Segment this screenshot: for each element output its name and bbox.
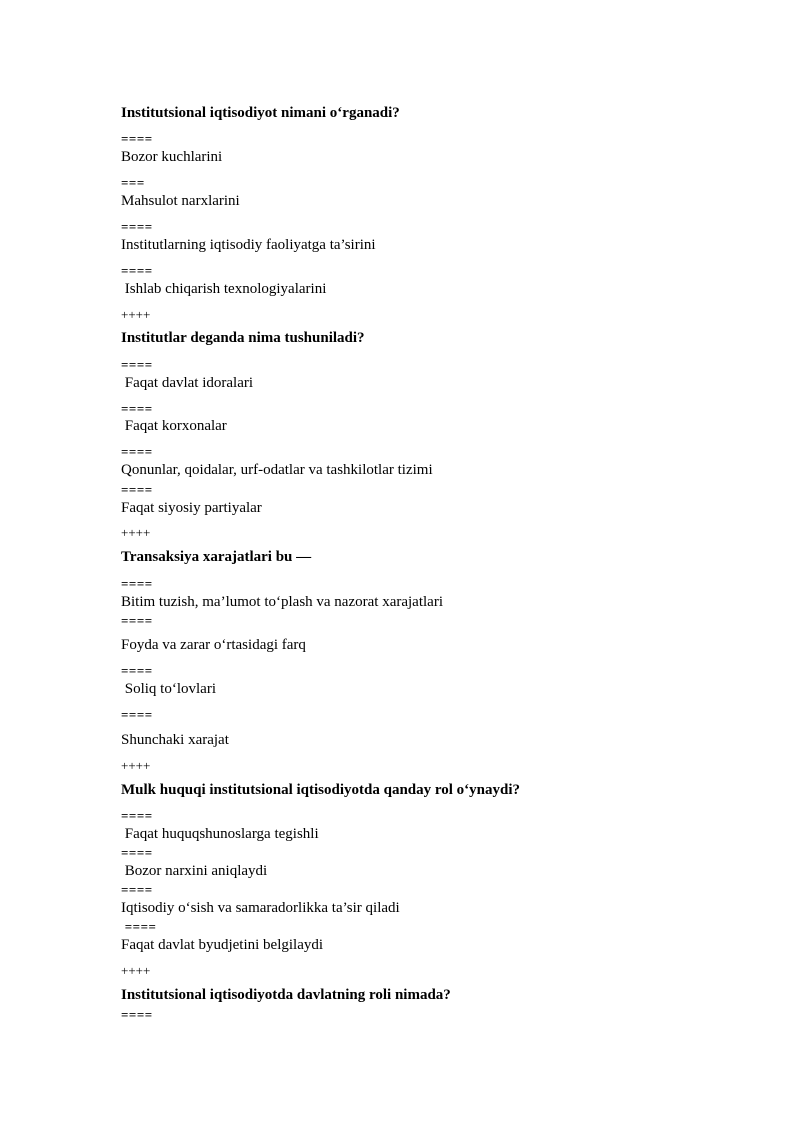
- option: Bozor kuchlarini: [121, 149, 223, 165]
- end-marker: ++++: [121, 758, 151, 773]
- question-2: Institutlar deganda nima tushuniladi?: [121, 330, 365, 346]
- separator: ====: [121, 444, 153, 459]
- option: Soliq to‘lovlari: [121, 681, 216, 697]
- option: Faqat davlat byudjetini belgilaydi: [121, 937, 324, 953]
- option: Ishlab chiqarish texnologiyalarini: [121, 281, 327, 297]
- option: Mahsulot narxlarini: [121, 193, 240, 209]
- separator: ====: [121, 808, 153, 823]
- question-4: Mulk huquqi institutsional iqtisodiyotda qanday rol o‘ynaydi?: [121, 782, 521, 798]
- option: Qonunlar, qoidalar, urf-odatlar va tashkilotlar tizimi: [121, 462, 433, 478]
- separator: ====: [121, 576, 153, 591]
- separator: ====: [121, 613, 153, 628]
- question-1: Institutsional iqtisodiyot nimani o‘rganadi?: [121, 105, 400, 121]
- separator: ====: [121, 919, 157, 934]
- separator: ===: [121, 175, 145, 190]
- separator: ====: [121, 357, 153, 372]
- option: Foyda va zarar o‘rtasidagi farq: [121, 637, 306, 653]
- option: Institutlarning iqtisodiy faoliyatga ta’sirini: [121, 237, 376, 253]
- separator: ====: [121, 263, 153, 278]
- option: Faqat korxonalar: [121, 418, 227, 434]
- option: Faqat siyosiy partiyalar: [121, 500, 262, 516]
- question-5: Institutsional iqtisodiyotda davlatning roli nimada?: [121, 987, 451, 1003]
- option: Faqat davlat idoralari: [121, 375, 254, 391]
- separator: ====: [121, 845, 153, 860]
- separator: ====: [121, 882, 153, 897]
- option: Bitim tuzish, ma’lumot to‘plash va nazorat xarajatlari: [121, 594, 443, 610]
- separator: ====: [121, 219, 153, 234]
- end-marker: ++++: [121, 963, 151, 978]
- question-3: Transaksiya xarajatlari bu —: [121, 549, 312, 565]
- end-marker: ++++: [121, 307, 151, 322]
- separator: ====: [121, 482, 153, 497]
- option: Shunchaki xarajat: [121, 732, 229, 748]
- separator: ====: [121, 1007, 153, 1022]
- option: Faqat huquqshunoslarga tegishli: [121, 826, 319, 842]
- separator: ====: [121, 401, 153, 416]
- separator: ====: [121, 707, 153, 722]
- separator: ====: [121, 663, 153, 678]
- end-marker: ++++: [121, 525, 151, 540]
- separator: ====: [121, 131, 153, 146]
- option: Iqtisodiy o‘sish va samaradorlikka ta’sir qiladi: [121, 900, 400, 916]
- option: Bozor narxini aniqlaydi: [121, 863, 268, 879]
